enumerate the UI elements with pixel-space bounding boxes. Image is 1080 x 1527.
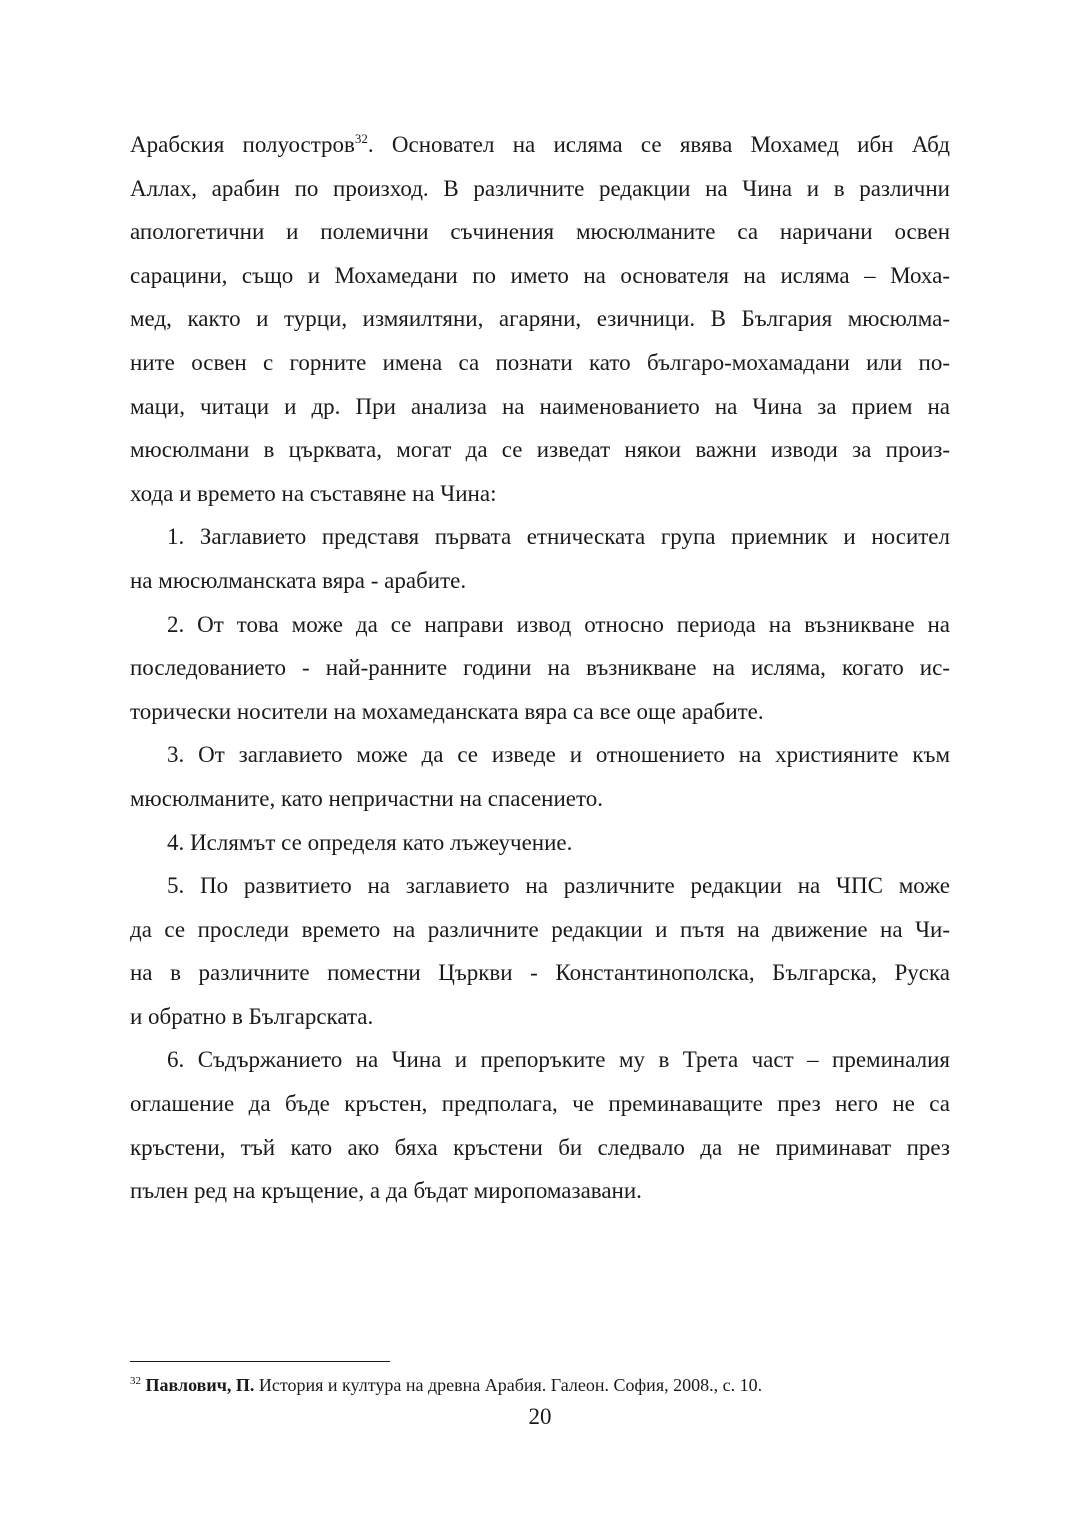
text-line: хода и времето на съставяне на Чина: [130, 480, 497, 506]
text-line: маци, читаци и др. При анализа на наименованието на Чина за прием на [130, 393, 950, 419]
footnote-divider [130, 1361, 390, 1362]
text-line: апологетични и полемични съчинения мюсюлманите са наричани освен [130, 219, 950, 245]
text-line: мюсюлмани в църквата, могат да се изведат някои важни изводи за произ- [130, 437, 950, 463]
text-line: торически носители на мохамеданската вяра са все още арабите. [130, 698, 764, 724]
text-line: сарацини, също и Мохамедани по името на основателя на исляма – Моха- [130, 262, 950, 288]
text-line: Арабския полуостров$^{32}$. Основател на исляма се явява Мохамед ибн Абд [130, 131, 950, 157]
text-line: оглашение да бъде кръстен, предполага, че преминаващите през него не са [130, 1091, 950, 1117]
text-line: последованието - най-ранните години на възникване на исляма, когато ис- [130, 655, 950, 681]
list-item-4: 4. Ислямът се определя като лъжеучение. [167, 829, 573, 855]
text-line: да се проследи времето на различните редакции и пътя на движение на Чи- [130, 916, 950, 942]
text-line: на в различните поместни Църкви - Константинополска, Българска, Руска [130, 960, 950, 986]
text-line: на мюсюлманската вяра - арабите. [130, 567, 467, 593]
list-item-6: 6. Съдържанието на Чина и препоръките му в Трета част – преминалия [167, 1047, 950, 1073]
text-line: и обратно в Българската. [130, 1003, 374, 1029]
text-line: Аллах, арабин по произход. В различните редакции на Чина и в различни [130, 175, 950, 201]
list-item-2: 2. От това може да се направи извод относно периода на възникване на [167, 611, 950, 637]
text-line: пълен ред на кръщение, а да бъдат миропомазавани. [130, 1178, 642, 1204]
footnote-ref[interactable]: 32 [354, 131, 368, 146]
footnote-number: 32 [130, 1375, 141, 1387]
text-line: ните освен с горните имена са познати като българо-мохамадани или по- [130, 349, 950, 375]
footnote [130, 1375, 762, 1396]
list-item-5: 5. По развитието на заглавието на различните редакции на ЧПС може [167, 873, 950, 899]
page-number: 20 [528, 1404, 552, 1429]
footnote-text: История и култура на древна Арабия. Галеон. София, 2008., с. 10. [254, 1375, 763, 1395]
text-line: мед, както и турци, измяилтяни, агаряни, езичници. В България мюсюлма- [130, 306, 950, 332]
list-item-1: 1. Заглавието представя първата етническата група приемник и носител [167, 524, 950, 550]
body-text [130, 123, 950, 1213]
text-line: кръстени, тъй като ако бяха кръстени би следвало да не приминават през [130, 1134, 950, 1160]
list-item-3: 3. От заглавието може да се изведе и отношението на християните към [167, 742, 950, 768]
footnote-author: Павлович, П. [145, 1375, 255, 1395]
text-line: мюсюлманите, като непричастни на спасението. [130, 785, 604, 811]
